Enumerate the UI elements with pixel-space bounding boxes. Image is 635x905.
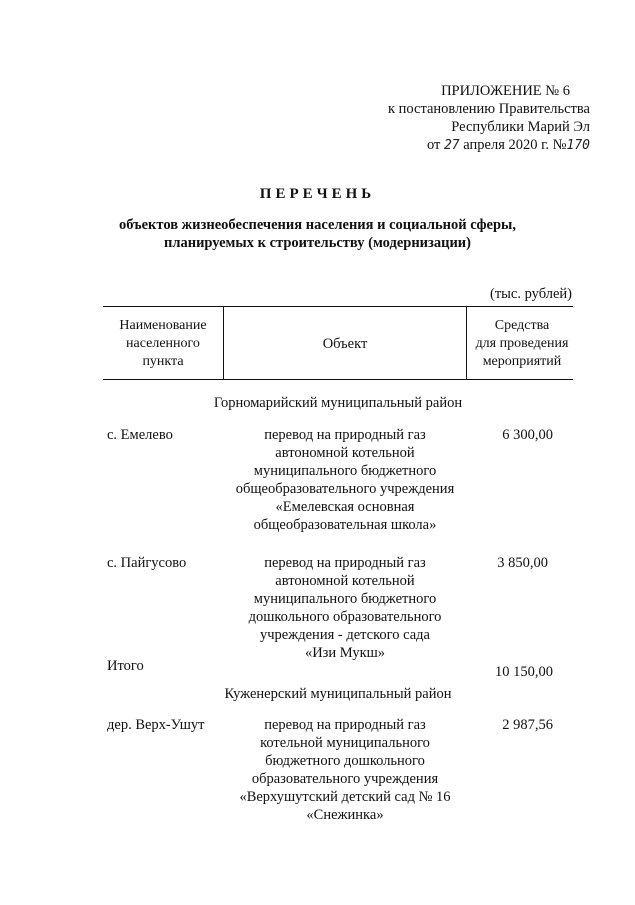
object-line: общеобразовательного учреждения	[235, 481, 455, 497]
document-title: ПЕРЕЧЕНЬ	[259, 186, 376, 202]
date-prefix: от	[426, 137, 441, 153]
object-line: образовательного учреждения	[251, 771, 439, 787]
appendix-republic: Республики Марий Эл	[451, 119, 590, 135]
object-line: общеобразовательная школа»	[253, 517, 437, 533]
header-settlement-line: населенного	[126, 336, 200, 351]
subtitle-line-2: планируемых к строительству (модернизации)	[163, 235, 471, 251]
row-object	[224, 426, 466, 534]
header-settlement	[103, 317, 223, 371]
row-object	[224, 554, 466, 662]
object-line: автономной котельной	[275, 573, 415, 589]
row-settlement: с. Емелево	[107, 427, 173, 443]
row-settlement: с. Пайгусово	[107, 555, 187, 571]
total-label: Итого	[107, 658, 144, 674]
header-settlement-line: Наименование	[119, 318, 207, 333]
object-line: котельной муниципального	[260, 735, 430, 751]
appendix-header	[340, 82, 590, 155]
date-day: 27	[443, 138, 460, 153]
object-line: «Изи Мукш»	[304, 645, 386, 661]
units-label: (тыс. рублей)	[490, 286, 572, 302]
date-rest: апреля 2020 г. №	[463, 137, 567, 153]
document-subtitle	[0, 216, 635, 252]
subtitle-line-1: объектов жизнеобеспечения населения и социальной сферы,	[119, 217, 516, 233]
object-line: муниципального бюджетного	[253, 591, 437, 607]
row-amount: 6 300,00	[502, 427, 553, 443]
object-line: учреждения - детского сада	[260, 627, 430, 643]
row-object	[224, 716, 466, 824]
district-heading: Куженерский муниципальный район	[224, 686, 452, 702]
appendix-resolution: к постановлению Правительства	[388, 101, 590, 117]
object-line: «Емелевская основная	[275, 499, 415, 515]
header-funds	[467, 317, 577, 371]
object-line: «Верхушутский детский сад № 16	[239, 789, 451, 805]
table-header-bottom-border	[103, 379, 573, 380]
header-funds-line: для проведения	[475, 336, 569, 351]
district-heading: Горномарийский муниципальный район	[213, 395, 463, 411]
row-settlement: дер. Верх-Ушут	[107, 717, 205, 733]
object-line: «Снежинка»	[306, 807, 384, 823]
appendix-date	[340, 136, 590, 155]
row-amount: 3 850,00	[497, 555, 548, 571]
total-amount: 10 150,00	[495, 664, 553, 680]
header-funds-line: мероприятий	[482, 354, 562, 369]
object-line: бюджетного дошкольного	[265, 753, 425, 769]
object-line: муниципального бюджетного	[253, 463, 437, 479]
object-line: автономной котельной	[275, 445, 415, 461]
resolution-number: 170	[566, 138, 590, 153]
appendix-number: ПРИЛОЖЕНИЕ № 6	[441, 83, 570, 99]
object-line: перевод на природный газ	[264, 555, 426, 571]
table-top-border	[103, 306, 573, 307]
object-line: перевод на природный газ	[264, 717, 426, 733]
row-amount: 2 987,56	[502, 717, 553, 733]
header-settlement-line: пункта	[142, 354, 184, 369]
object-line: дошкольного образовательного	[248, 609, 442, 625]
header-object: Объект	[322, 336, 368, 352]
object-line: перевод на природный газ	[264, 427, 426, 443]
header-funds-line: Средства	[494, 318, 550, 333]
